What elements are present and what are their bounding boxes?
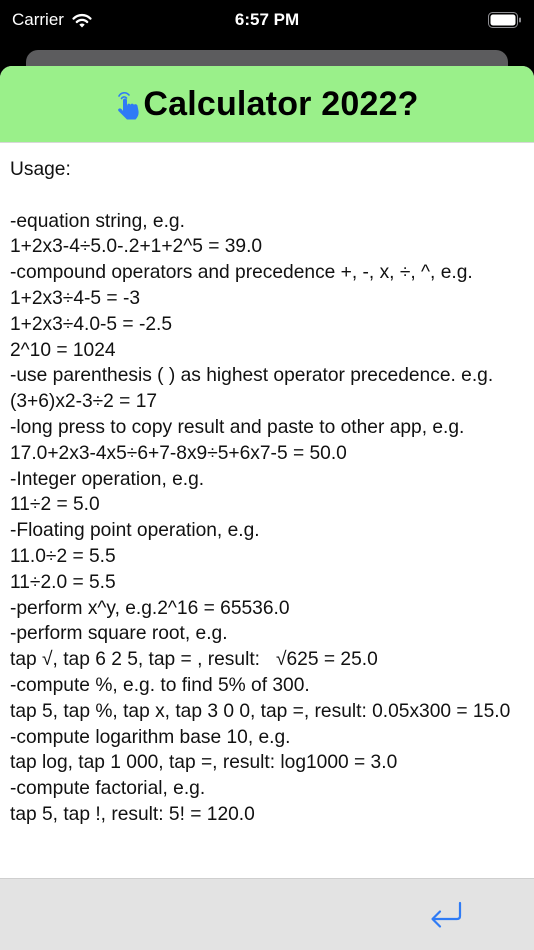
header-inner (115, 85, 418, 124)
carrier-label: Carrier (12, 10, 64, 29)
bottom-toolbar (0, 878, 534, 950)
status-time: 6:57 PM (234, 10, 300, 29)
tap-hand-icon (115, 91, 141, 121)
status-bar (0, 0, 534, 44)
page-title: Calculator 2022? (143, 84, 419, 123)
battery-icon (488, 12, 522, 28)
modal-sheet (0, 66, 534, 950)
usage-text: Usage: -equation string, e.g. 1+2x3-4÷5.0-.2+1+2^5 = 39.0 -compound operators and precedence +, -, x, ÷, ^, e.g. 1+2x3÷4-5 = -3 1+2x3÷4.0-5 = -2.5 2^10 = 1024 -use parenthesis ( ) as highest operator precedence. e.g. (3+6)x2-3÷2 = 17 -long press to copy result and paste to other app, e.g. 17.0+2x3-4x5÷6+7-8x9÷5+6x7-5 = 50.0 -Integer operation, e.g. 11÷2 = 5.0 -Floating point operation, e.g. 11.0÷2 = 5.5 11÷2.0 = 5.5 -perform x^y, e.g.2^16 = 65536.0 -perform square root, e.g. tap √, tap 6 2 5, tap = , result: √625 = 25.0 -compute %, e.g. to find 5% of 300. tap 5, tap %, tap x, tap 3 0 0, tap =, result: 0.05x300 = 15.0 -compute logarithm base 10, e.g. tap log, tap 1 000, tap =, result: log1000 = 3.0 -compute factorial, e.g. tap 5, tap !, result: 5! = 120.0 (10, 159, 511, 825)
usage-content[interactable] (0, 142, 534, 878)
return-arrow-icon[interactable] (428, 897, 464, 929)
header (0, 66, 534, 142)
